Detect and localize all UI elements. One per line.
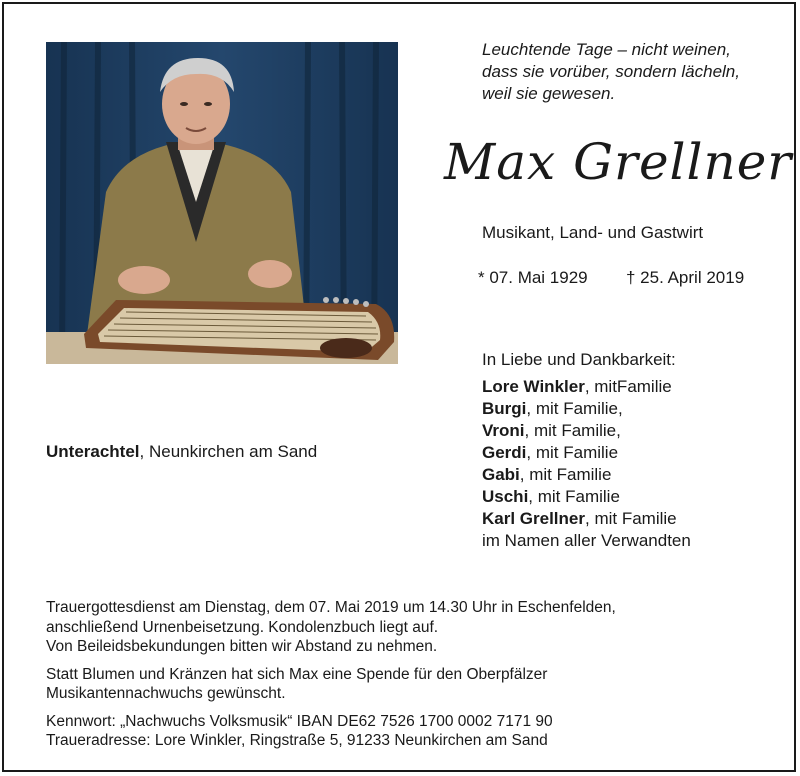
- mourner-name: Lore Winkler: [482, 377, 585, 396]
- quote-line: dass sie vorüber, sondern lächeln,: [482, 62, 740, 81]
- mourner-suffix: , mit Familie: [526, 443, 619, 462]
- quote-line: Leuchtende Tage – nicht weinen,: [482, 40, 731, 59]
- list-item: [482, 376, 691, 398]
- mourner-suffix: , mit Familie: [528, 487, 620, 506]
- donation-line: Musikantennachwuchs gewünscht.: [46, 685, 286, 702]
- mourner-name: Burgi: [482, 399, 527, 418]
- mourner-name: Vroni: [482, 421, 525, 440]
- mourner-name: Karl Grellner: [482, 509, 585, 528]
- list-item: [482, 442, 691, 464]
- donation-line: Statt Blumen und Kränzen hat sich Max eine Spende für den Oberpfälzer: [46, 665, 548, 683]
- memorial-quote: [482, 39, 740, 105]
- mourner-suffix: , mitFamilie: [584, 377, 672, 396]
- list-item: [482, 508, 691, 530]
- mourner-suffix: , mit Familie: [585, 509, 677, 528]
- service-line: anschließend Urnenbeisetzung. Kondolenzbuch liegt auf.: [46, 618, 439, 636]
- location: [46, 441, 317, 463]
- mourner-name: Gerdi: [482, 443, 527, 462]
- list-item: [482, 420, 691, 442]
- portrait-photo: [46, 42, 398, 364]
- birth-date: * 07. Mai 1929: [478, 268, 588, 287]
- donation-account: Kennwort: „Nachwuchs Volksmusik“ IBAN DE62 7526 1700 0002 7171 90: [46, 712, 553, 730]
- quote-line: weil sie gewesen.: [482, 84, 616, 103]
- funeral-notice: [46, 598, 616, 751]
- mourner-suffix: , mit Familie: [519, 465, 612, 484]
- mourner-suffix: , mit Familie,: [526, 399, 623, 418]
- mourners-list: [482, 376, 691, 552]
- location-town: Unterachtel: [46, 442, 140, 461]
- list-item: [482, 464, 691, 486]
- location-rest: , Neunkirchen am Sand: [139, 442, 318, 461]
- obituary-card: [2, 2, 796, 772]
- mourner-name: Uschi: [482, 487, 529, 506]
- list-item: [482, 398, 691, 420]
- mourner-name: Gabi: [482, 465, 520, 484]
- mourner-suffix: , mit Familie,: [524, 421, 621, 440]
- deceased-name: Max Grellner: [444, 133, 793, 191]
- list-item: [482, 486, 691, 508]
- deceased-occupation: Musikant, Land- und Gastwirt: [482, 223, 704, 242]
- service-line: Trauergottesdienst am Dienstag, dem 07. Mai 2019 um 14.30 Uhr in Eschenfelden,: [46, 599, 616, 616]
- portrait-photo-icon: [46, 42, 398, 364]
- mourning-address: Traueradresse: Lore Winkler, Ringstraße 5, 91233 Neunkirchen am Sand: [46, 732, 548, 749]
- death-date: † 25. April 2019: [626, 268, 745, 287]
- mourners-heading: In Liebe und Dankbarkeit:: [482, 350, 676, 369]
- service-line: Von Beileidsbekundungen bitten wir Abstand zu nehmen.: [46, 638, 438, 655]
- mourners-closing: im Namen aller Verwandten: [482, 531, 691, 550]
